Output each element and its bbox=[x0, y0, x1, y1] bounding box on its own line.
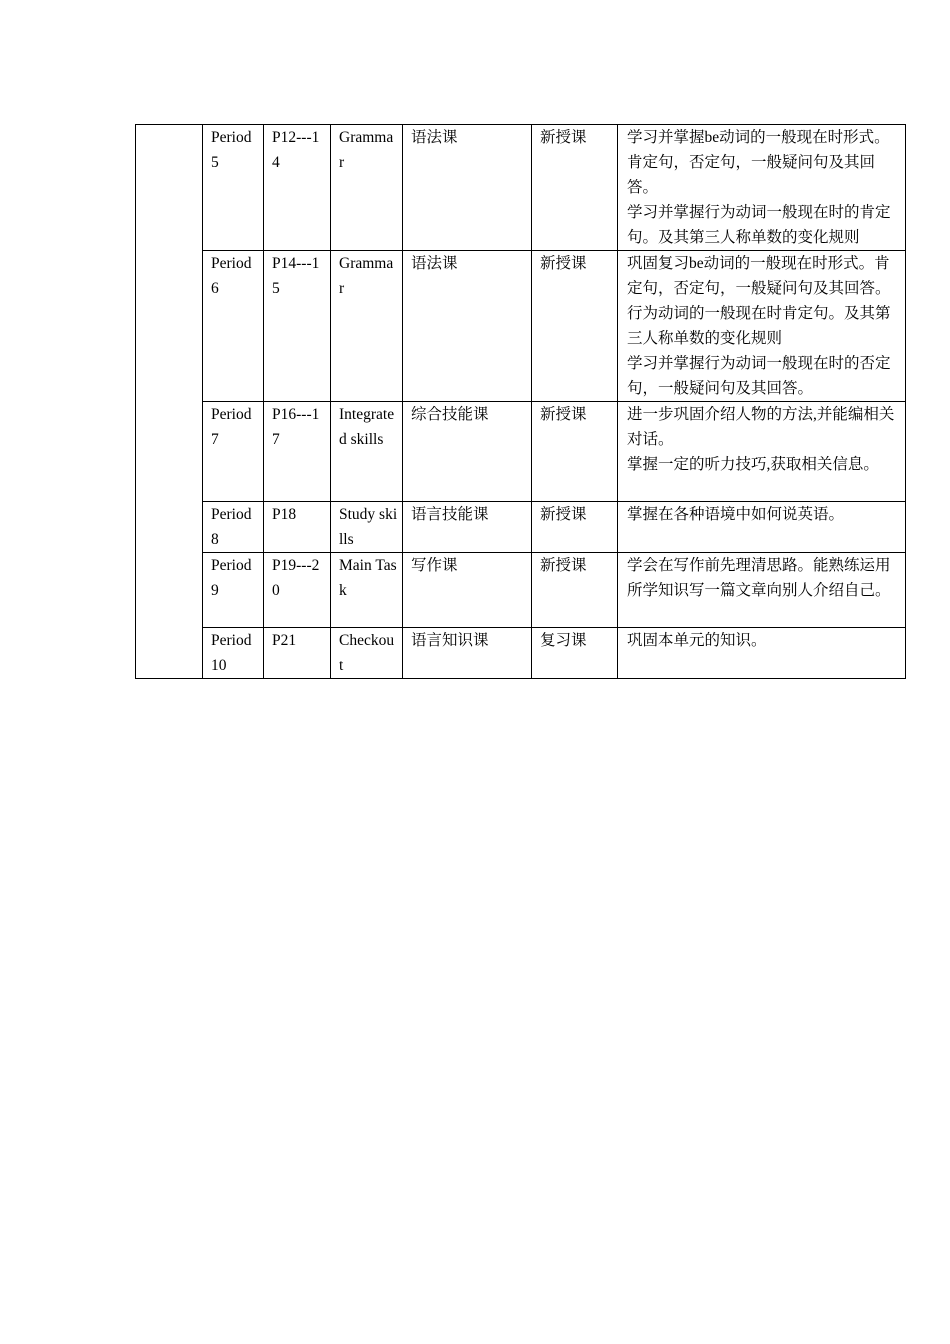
goals-cell bbox=[618, 502, 906, 553]
goals-cell bbox=[618, 553, 906, 628]
table-row bbox=[136, 553, 906, 628]
period-cell: Period 7 bbox=[203, 402, 264, 502]
goal-text: 学习并掌握行为动词一般现在时的否定句，一般疑问句及其回答。 bbox=[627, 355, 891, 397]
pages-cell: P18 bbox=[264, 502, 331, 553]
course-type-cell: 新授课 bbox=[532, 402, 618, 502]
goal-text: 巩固本单元的知识。 bbox=[627, 632, 767, 649]
table-row bbox=[136, 125, 906, 251]
section-cell: Study skills bbox=[331, 502, 403, 553]
course-type-cell: 新授课 bbox=[532, 251, 618, 402]
lesson-plan-table bbox=[135, 124, 906, 679]
goal-text: 掌握在各种语境中如何说英语。 bbox=[627, 506, 845, 523]
pages-cell: P16---17 bbox=[264, 402, 331, 502]
section-cell: Integrated skills bbox=[331, 402, 403, 502]
goal-text: 进一步巩固介绍人物的方法,并能编相关对话。 bbox=[627, 406, 895, 448]
table-row bbox=[136, 502, 906, 553]
lesson-type-cell: 语法课 bbox=[403, 125, 532, 251]
period-cell: Period 10 bbox=[203, 628, 264, 679]
goals-cell bbox=[618, 125, 906, 251]
goal-text: 掌握一定的听力技巧,获取相关信息。 bbox=[627, 456, 879, 473]
pages-cell: P12---14 bbox=[264, 125, 331, 251]
pages-cell: P19---20 bbox=[264, 553, 331, 628]
goal-text: 学习并掌握be动词的一般现在时形式。肯定句，否定句，一般疑问句及其回答。 bbox=[627, 129, 890, 196]
table-row bbox=[136, 251, 906, 402]
goal-text: 学会在写作前先理清思路。能熟练运用所学知识写一篇文章向别人介绍自己。 bbox=[627, 557, 891, 599]
period-cell: Period 6 bbox=[203, 251, 264, 402]
lesson-type-cell: 语言技能课 bbox=[403, 502, 532, 553]
goal-text: 学习并掌握行为动词一般现在时的肯定句。及其第三人称单数的变化规则 bbox=[627, 204, 891, 246]
goals-cell bbox=[618, 402, 906, 502]
course-type-cell: 新授课 bbox=[532, 125, 618, 251]
merged-unit-cell bbox=[136, 125, 203, 679]
lesson-type-cell: 写作课 bbox=[403, 553, 532, 628]
table-row bbox=[136, 628, 906, 679]
section-cell: Grammar bbox=[331, 125, 403, 251]
pages-cell: P21 bbox=[264, 628, 331, 679]
course-type-cell: 复习课 bbox=[532, 628, 618, 679]
goal-text: 巩固复习be动词的一般现在时形式。肯定句，否定句，一般疑问句及其回答。行为动词的一般现在时肯定句。及其第三人称单数的变化规则 bbox=[627, 255, 891, 347]
period-cell: Period 5 bbox=[203, 125, 264, 251]
section-cell: Checkout bbox=[331, 628, 403, 679]
course-type-cell: 新授课 bbox=[532, 502, 618, 553]
pages-cell: P14---15 bbox=[264, 251, 331, 402]
section-cell: Main Task bbox=[331, 553, 403, 628]
lesson-type-cell: 语法课 bbox=[403, 251, 532, 402]
lesson-type-cell: 综合技能课 bbox=[403, 402, 532, 502]
table-row bbox=[136, 402, 906, 502]
goals-cell bbox=[618, 251, 906, 402]
section-cell: Grammar bbox=[331, 251, 403, 402]
lesson-type-cell: 语言知识课 bbox=[403, 628, 532, 679]
goals-cell bbox=[618, 628, 906, 679]
period-cell: Period 9 bbox=[203, 553, 264, 628]
course-type-cell: 新授课 bbox=[532, 553, 618, 628]
period-cell: Period 8 bbox=[203, 502, 264, 553]
